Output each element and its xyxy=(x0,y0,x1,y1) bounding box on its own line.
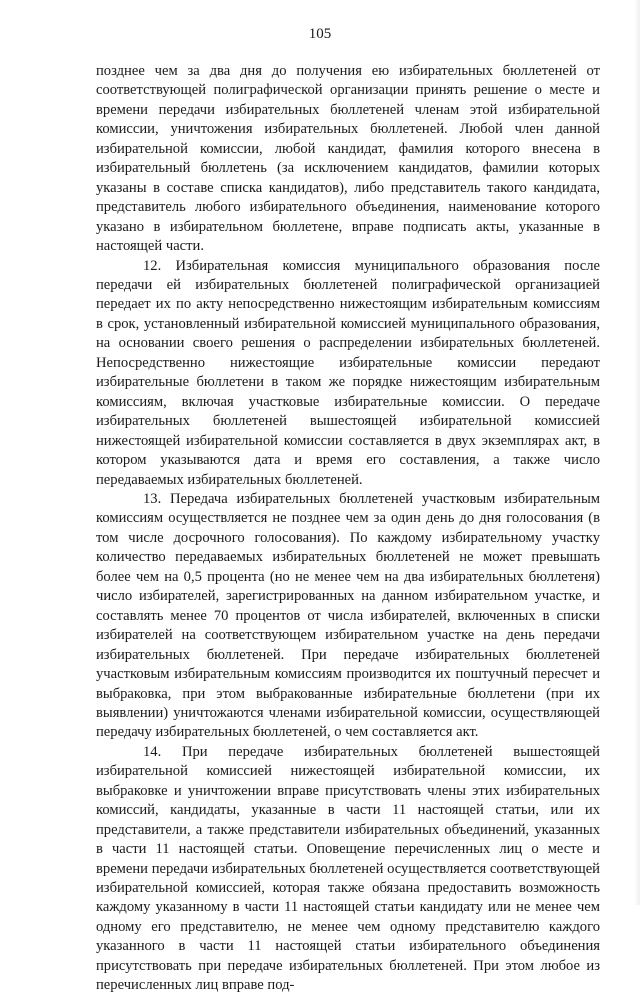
scan-edge-shadow xyxy=(634,0,640,905)
paragraph-part-14: 14. При передаче избирательных бюллетеней вышестоящей избирательной комиссией нижестоящей избирательной комиссии, их выбраковке и уничтожении вправе присутствовать члены этих избирательных комиссий, кандидаты, указанные в части 11 настоящей статьи, или их представители, а также представители избирательных объединений, указанных в части 11 настоящей статьи. Оповещение перечисленных лиц о месте и времени передачи избирательных бюллетеней осуществляется соответствующей избирательной комиссией, которая также обязана предоставить возможность каждому указанному в части 11 настоящей статьи кандидату или не менее чем одному его представителю, не менее чем одному представителю каждого указанного в части 11 настоящей статьи избирательного объединения присутствовать при передаче избирательных бюллетеней. При этом любое из перечисленных лиц вправе под- xyxy=(96,743,600,994)
paragraph-part-13: 13. Передача избирательных бюллетеней участковым избирательным комиссиям осуществляется не позднее чем за один день до дня голосования (в том числе досрочного голосования). По каждому избирательному участку количество передаваемых избирательных бюллетеней не может превышать более чем на 0,5 процента (но не менее чем на два избирательных бюллетеня) число избирателей, зарегистрированных на данном избирательном участке, и составлять менее 70 процентов от числа избирателей, включенных в списки избирателей на соответствующем избирательном участке на день передачи избирательных бюллетеней. При передаче избирательных бюллетеней участковым избирательным комиссиям производится их поштучный пересчет и выбраковка, при этом выбракованные избирательные бюллетени (при их выявлении) уничтожаются членами избирательной комиссии, осуществляющей передачу избирательных бюллетеней, о чем составляется акт. xyxy=(96,490,600,741)
paragraph-continuation: позднее чем за два дня до получения ею избирательных бюллетеней от соответствующей полиграфической организации принять решение о месте и времени передачи избирательных бюллетеней членам этой избирательной комиссии, уничтожения избирательных бюллетеней. Любой член данной избирательной комиссии, любой кандидат, фамилия которого внесена в избирательный бюллетень (за исключением кандидатов, фамилии которых указаны в составе списка кандидатов), либо представитель такого кандидата, представитель любого избирательного объединения, наименование которого указано в избирательном бюллетене, вправе подписать акты, указанные в настоящей части. xyxy=(96,63,600,255)
document-body xyxy=(96,62,600,996)
page-number: 105 xyxy=(308,26,332,42)
paragraph-part-12: 12. Избирательная комиссия муниципального образования после передачи ей избирательных бюллетеней полиграфической организацией передает их по акту непосредственно нижестоящим избирательным комиссиям в срок, установленный избирательной комиссией муниципального образования, на основании своего решения о распределении избирательных бюллетеней. Непосредственно нижестоящие избирательные комиссии передают избирательные бюллетени в таком же порядке нижестоящим избирательным комиссиям, включая участковые избирательные комиссии. О передаче избирательных бюллетеней вышестоящей избирательной комиссией нижестоящей избирательной комиссии составляется в двух экземплярах акт, в котором указываются дата и время его составления, а также число передаваемых избирательных бюллетеней. xyxy=(96,257,600,488)
